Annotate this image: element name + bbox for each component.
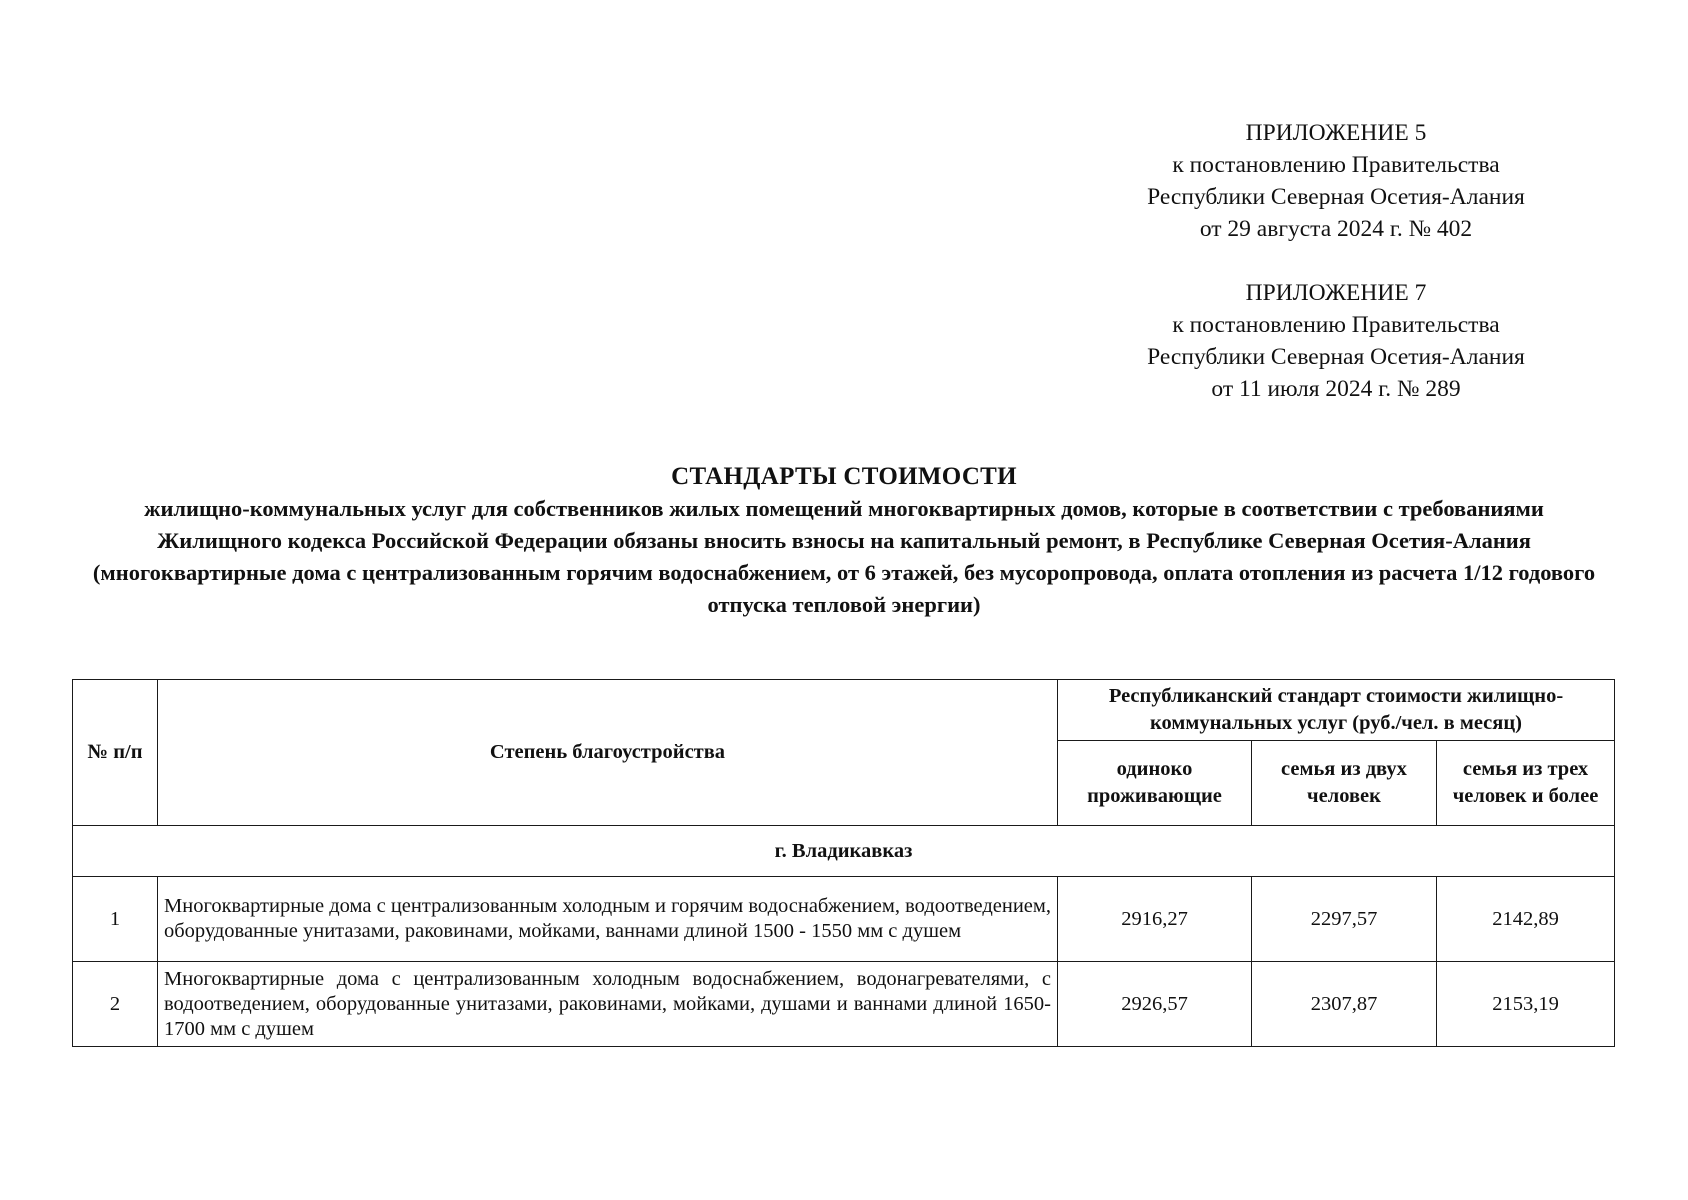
row-single-value: 2926,57 <box>1058 962 1252 1047</box>
appendix-5-title: ПРИЛОЖЕНИЕ 5 <box>1245 120 1427 146</box>
document-note: (многоквартирные дома с централизованным горячим водоснабжением, от 6 этажей, без мусоропровода, оплата отопления из расчета 1/12 годового отпуска тепловой энергии) <box>92 560 1596 617</box>
appendix-5-line-2: Республики Северная Осетия-Алания <box>1147 184 1525 210</box>
header-three: семья из трех человек и более <box>1437 741 1615 826</box>
row-three-value: 2153,19 <box>1437 962 1615 1047</box>
header-standard: Республиканский стандарт стоимости жилищно-коммунальных услуг (руб./чел. в месяц) <box>1058 680 1615 741</box>
appendix-7-line-3: от 11 июля 2024 г. № 289 <box>1211 376 1461 402</box>
document-title-block <box>60 461 1628 621</box>
row-number: 2 <box>73 962 158 1047</box>
row-single-value: 2916,27 <box>1058 877 1252 962</box>
appendix-5-line-3: от 29 августа 2024 г. № 402 <box>1199 216 1473 242</box>
city-name: г. Владикавказ <box>73 826 1615 877</box>
header-degree: Степень благоустройства <box>158 680 1058 826</box>
header-single: одиноко проживающие <box>1058 741 1252 826</box>
row-three-value: 2142,89 <box>1437 877 1615 962</box>
document-title: СТАНДАРТЫ СТОИМОСТИ <box>671 463 1017 490</box>
row-description: Многоквартирные дома с централизованным холодным и горячим водоснабжением, водоотведением, оборудованные унитазами, раковинами, мойками, ваннами длиной 1500 - 1550 мм с душем <box>158 877 1058 962</box>
row-two-value: 2297,57 <box>1252 877 1437 962</box>
table-header-row <box>73 680 1615 741</box>
appendix-7-line-2: Республики Северная Осетия-Алания <box>1147 344 1525 370</box>
appendix-7-line-1: к постановлению Правительства <box>1172 312 1500 338</box>
row-description: Многоквартирные дома с централизованным холодным водоснабжением, водонагревателями, с водоотведением, оборудованные унитазами, раковинами, мойками, душами и ваннами длиной 1650-1700 мм с душем <box>158 962 1058 1047</box>
appendix-7-title: ПРИЛОЖЕНИЕ 7 <box>1245 280 1427 306</box>
row-two-value: 2307,87 <box>1252 962 1437 1047</box>
table-row <box>73 962 1615 1047</box>
document-subtitle: жилищно-коммунальных услуг для собственников жилых помещений многоквартирных домов, которые в соответствии с требованиями Жилищного кодекса Российской Федерации обязаны вносить взносы на капитальный ремонт, в Республике Северная Осетия-Алания <box>144 496 1544 553</box>
row-number: 1 <box>73 877 158 962</box>
appendix-5-line-1: к постановлению Правительства <box>1172 152 1500 178</box>
header-number: № п/п <box>73 680 158 826</box>
city-row <box>73 826 1615 877</box>
appendix-5-header <box>1096 117 1576 245</box>
appendix-7-header <box>1096 277 1576 405</box>
header-two: семья из двух человек <box>1252 741 1437 826</box>
cost-standards-table <box>72 679 1615 1047</box>
table-row <box>73 877 1615 962</box>
